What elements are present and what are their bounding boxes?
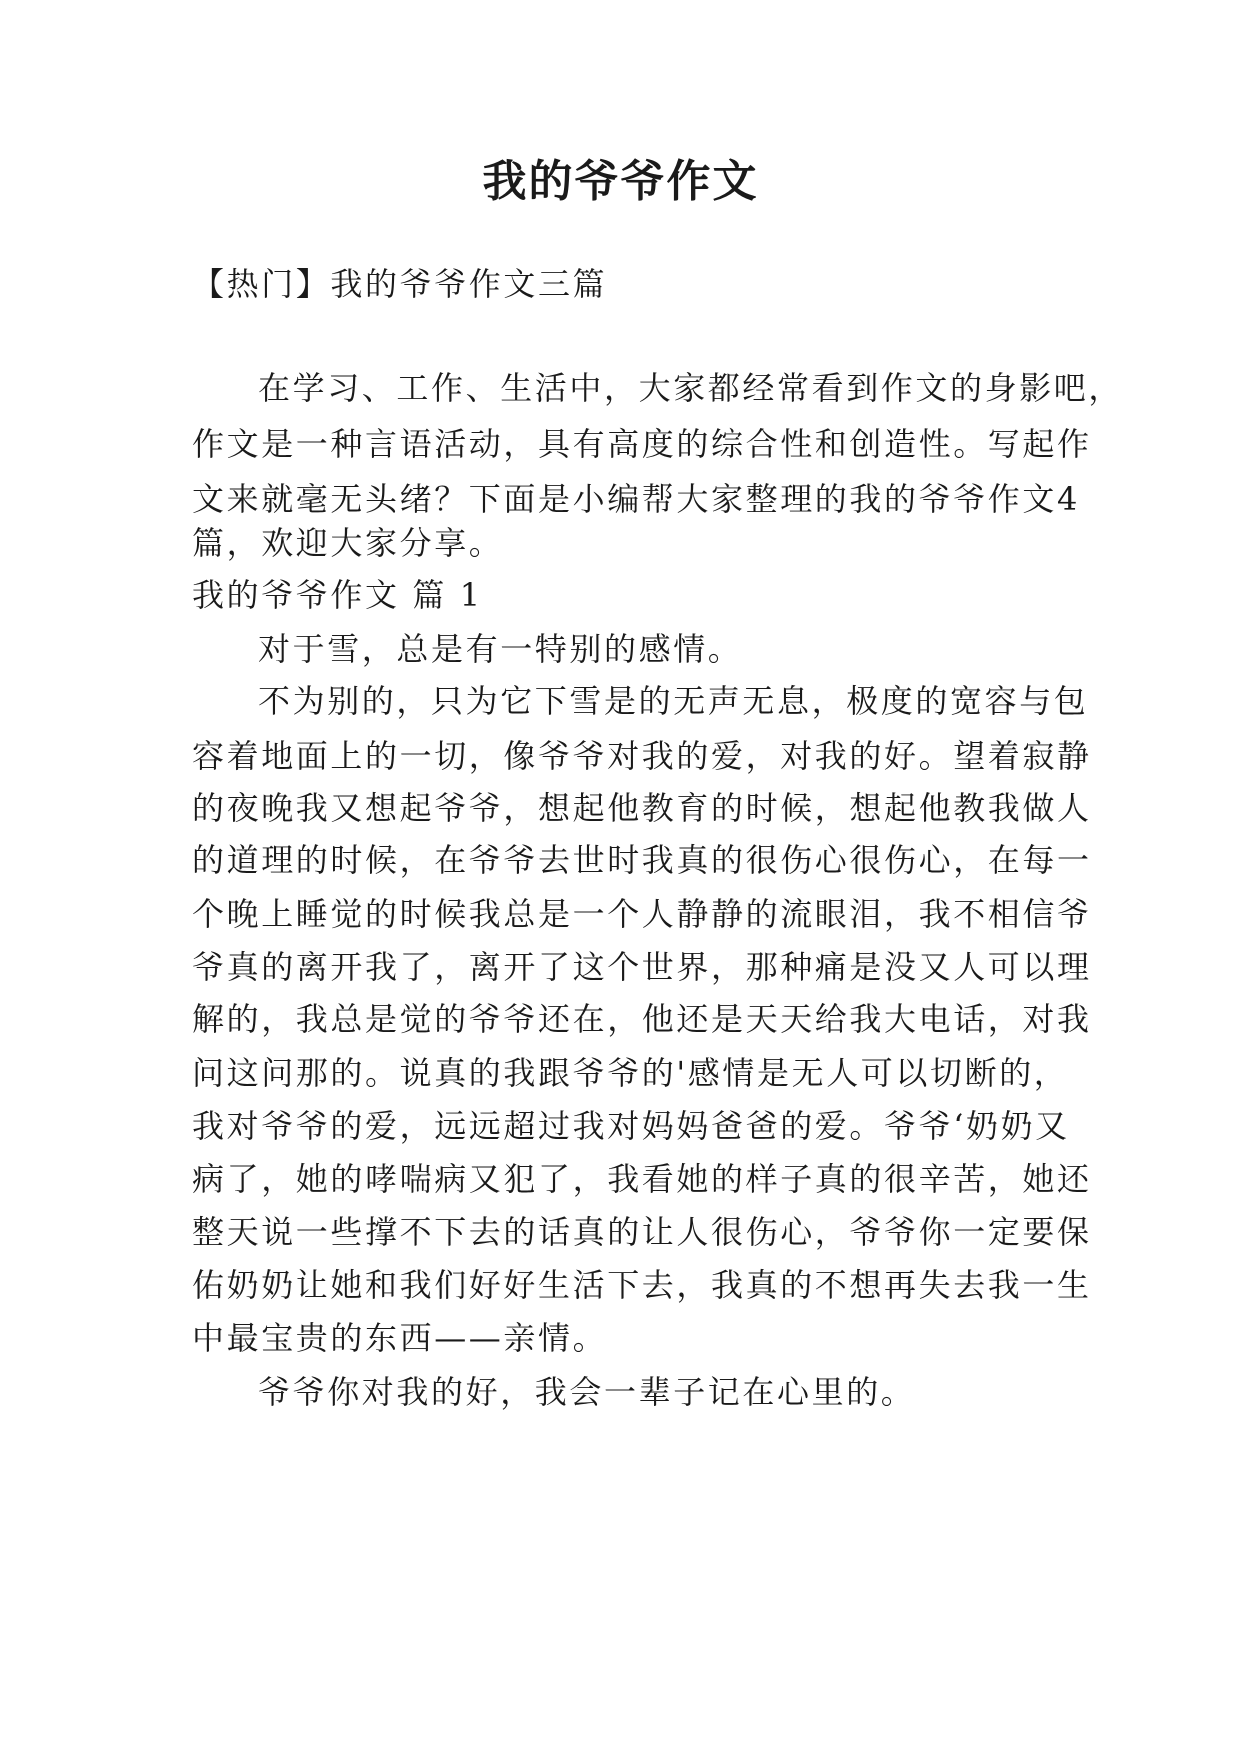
- paragraph-line: 问这问那的。说真的我跟爷爷的'感情是无人可以切断的，: [192, 1054, 1069, 1092]
- paragraph-line: 爷真的离开我了，离开了这个世界，那种痛是没又人可以理: [192, 948, 1092, 986]
- paragraph-line: 佑奶奶让她和我们好好生活下去，我真的不想再失去我一生: [192, 1266, 1092, 1304]
- paragraph-line: 对于雪，总是有一特别的感情。: [258, 630, 743, 668]
- paragraph-line: 病了，她的哮喘病又犯了，我看她的样子真的很辛苦，她还: [192, 1160, 1092, 1198]
- document-title: 我的爷爷作文: [482, 156, 759, 207]
- paragraph-line: 解的，我总是觉的爷爷还在，他还是天天给我大电话，对我: [192, 1000, 1092, 1038]
- intro-line: 篇，欢迎大家分享。: [192, 524, 504, 562]
- paragraph-line: 的夜晚我又想起爷爷，想起他教育的时候，想起他教我做人: [192, 789, 1092, 827]
- paragraph-line: 容着地面上的一切，像爷爷对我的爱，对我的好。望着寂静: [192, 737, 1092, 775]
- paragraph-line: 爷爷你对我的好，我会一辈子记在心里的。: [258, 1373, 916, 1411]
- paragraph-line: 不为别的，只为它下雪是的无声无息，极度的宽容与包: [258, 682, 1089, 720]
- intro-line: 在学习、工作、生活中，大家都经常看到作文的身影吧，: [258, 369, 1124, 407]
- paragraph-line: 的道理的时候，在爷爷去世时我真的很伤心很伤心，在每一: [192, 841, 1092, 879]
- paragraph-line: 我对爷爷的爱，远远超过我对妈妈爸爸的爱。爷爷‘奶奶又: [192, 1107, 1070, 1145]
- paragraph-line: 中最宝贵的东西——亲情。: [192, 1319, 608, 1357]
- paragraph-line: 个晚上睡觉的时候我总是一个人静静的流眼泪，我不相信爷: [192, 895, 1092, 933]
- section-heading: 我的爷爷作文 篇 1: [192, 576, 483, 614]
- paragraph-line: 整天说一些撑不下去的话真的让人很伤心，爷爷你一定要保: [192, 1213, 1092, 1251]
- document-subtitle: 【热门】我的爷爷作文三篇: [192, 265, 608, 303]
- intro-line: 文来就毫无头绪？下面是小编帮大家整理的我的爷爷作文4: [192, 480, 1080, 518]
- intro-line: 作文是一种言语活动，具有高度的综合性和创造性。写起作: [192, 425, 1092, 463]
